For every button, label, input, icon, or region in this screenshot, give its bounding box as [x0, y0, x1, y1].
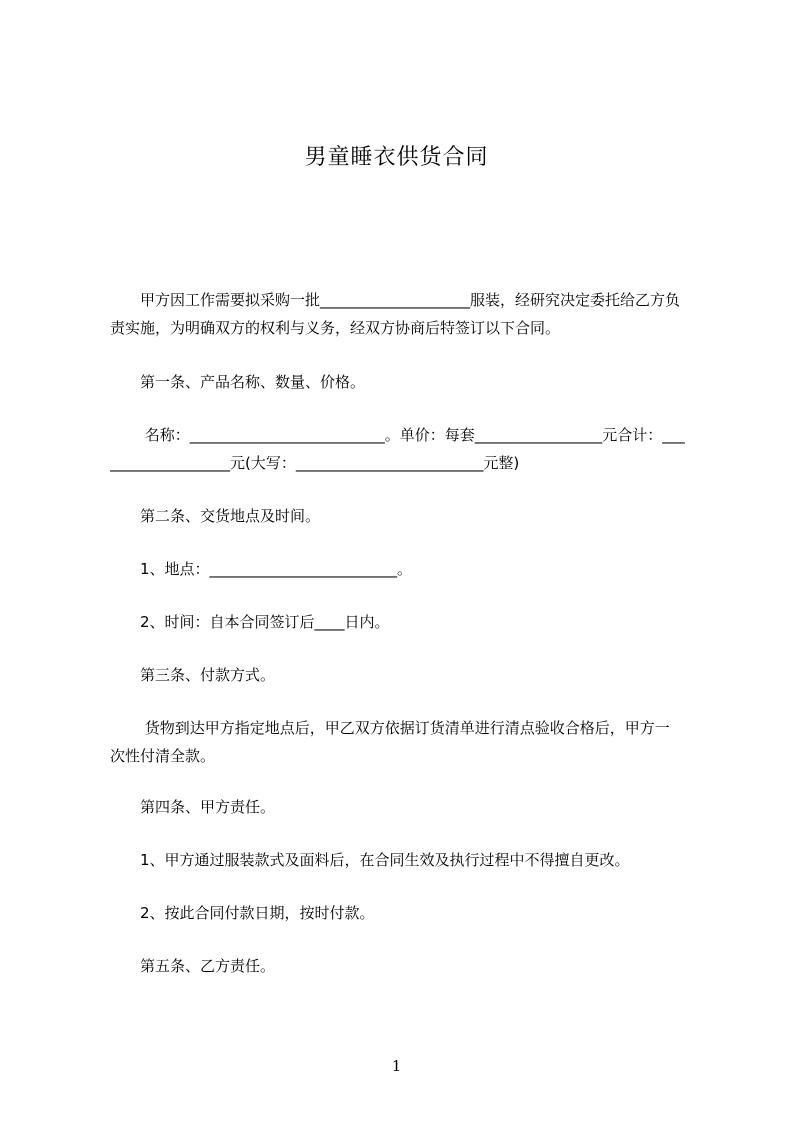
- paragraph-line: 货物到达甲方指定地点后，甲乙双方依据订货清单进行清点验收合格后，甲方一: [110, 719, 670, 737]
- paragraph-line: 1、地点：_________________________。: [110, 560, 413, 578]
- page-number: 1: [391, 1057, 402, 1075]
- paragraph-line: 2、时间：自本合同签订后____日内。: [110, 613, 390, 631]
- article-heading: 第三条、付款方式。: [110, 666, 276, 684]
- paragraph-line: 责实施，为明确双方的权利与义务，经双方协商后特签订以下合同。: [110, 319, 561, 337]
- article-heading: 第一条、产品名称、数量、价格。: [110, 373, 366, 391]
- paragraph-line: 2、按此合同付款日期，按时付款。: [110, 904, 375, 922]
- document-title: 男童睡衣供货合同: [304, 145, 489, 170]
- paragraph-line: 1、甲方通过服装款式及面料后，在合同生效及执行过程中不得擅自更改。: [110, 851, 630, 869]
- article-heading: 第二条、交货地点及时间。: [110, 507, 321, 525]
- paragraph-line: 次性付清全款。: [110, 747, 216, 765]
- article-heading: 第五条、乙方责任。: [110, 957, 276, 975]
- paragraph-line: ________________元(大写：_________________________元整): [110, 454, 520, 472]
- paragraph-line: 甲方因工作需要拟采购一批____________________服装，经研究决定委托给乙方负: [110, 291, 681, 309]
- paragraph-line: 名称：__________________________。单价：每套_________________元合计：___: [110, 426, 685, 444]
- article-heading: 第四条、甲方责任。: [110, 798, 276, 816]
